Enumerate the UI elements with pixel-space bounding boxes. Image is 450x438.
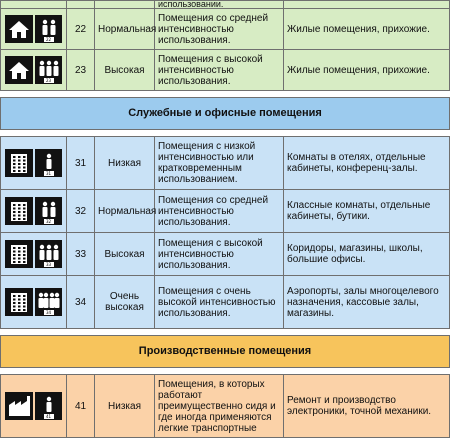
- row-intensity: Высокая: [95, 50, 155, 91]
- building-icon: [5, 240, 33, 268]
- row-intensity: Нормальная: [95, 9, 155, 50]
- four-people-icon: [35, 288, 63, 316]
- three-people-icon: [35, 240, 63, 268]
- person-icon: [35, 149, 63, 177]
- row-number: 23: [67, 50, 95, 91]
- two-people-icon: [35, 197, 63, 225]
- row-number: 34: [67, 276, 95, 329]
- row-number: 31: [67, 137, 95, 190]
- section-title: Производственные помещения: [1, 336, 450, 368]
- three-people-icon: [35, 56, 63, 84]
- building-icon: [5, 149, 33, 177]
- row-examples: Комнаты в отелях, отдельные кабинеты, конференц-залы.: [284, 137, 450, 190]
- class-tag: 34: [44, 310, 54, 315]
- section-header-industrial: [1, 336, 450, 368]
- house-icon: [5, 56, 33, 84]
- class-tag: 32: [44, 219, 54, 224]
- table-row: [1, 276, 450, 329]
- class-tag: 23: [44, 78, 54, 83]
- row-description: Помещения с очень высокой интенсивностью использования.: [155, 276, 284, 329]
- row-intensity: Высокая: [95, 233, 155, 276]
- section-title: Служебные и офисные помещения: [1, 98, 450, 130]
- row-examples: Жилые помещения, прихожие.: [284, 9, 450, 50]
- person-icon: [35, 392, 63, 420]
- building-icon: [5, 197, 33, 225]
- row-examples: Коридоры, магазины, школы, большие офисы.: [284, 233, 450, 276]
- row-intensity: Нормальная: [95, 190, 155, 233]
- table-row: [1, 190, 450, 233]
- row-description: использовании.: [155, 1, 284, 9]
- table-row: [1, 137, 450, 190]
- row-examples: Классные комнаты, отдельные кабинеты, бутики.: [284, 190, 450, 233]
- class-tag: 41: [44, 414, 54, 419]
- section-header-office: [1, 98, 450, 130]
- row-number: 32: [67, 190, 95, 233]
- table-row: [1, 375, 450, 438]
- row-intensity: Низкая: [95, 137, 155, 190]
- row-examples: Аэропорты, залы многоцелевого назначения, кассовые залы, магазины.: [284, 276, 450, 329]
- row-description: Помещения со средней интенсивностью использования.: [155, 9, 284, 50]
- factory-icon: [5, 392, 33, 420]
- class-tag: 22: [44, 37, 54, 42]
- row-examples: Ремонт и производство электроники, точной механики.: [284, 375, 450, 438]
- row-description: Помещения с высокой интенсивностью использования.: [155, 233, 284, 276]
- table-row: [1, 50, 450, 91]
- house-icon: [5, 15, 33, 43]
- building-icon: [5, 288, 33, 316]
- class-tag: 31: [44, 171, 54, 176]
- table-row: [1, 9, 450, 50]
- row-number: 41: [67, 375, 95, 438]
- row-intensity: Очень высокая: [95, 276, 155, 329]
- row-number: 33: [67, 233, 95, 276]
- class-tag: 33: [44, 262, 54, 267]
- table-row: [1, 233, 450, 276]
- row-description: Помещения со средней интенсивностью использования.: [155, 190, 284, 233]
- row-number: 22: [67, 9, 95, 50]
- row-description: Помещения, в которых работают преимущественно сидя и где иногда применяются легкие транспортные: [155, 375, 284, 438]
- row-description: Помещения с низкой интенсивностью или кратковременным использованием.: [155, 137, 284, 190]
- row-intensity: Низкая: [95, 375, 155, 438]
- partial-top-row: [1, 1, 450, 9]
- row-examples: Жилые помещения, прихожие.: [284, 50, 450, 91]
- row-description: Помещения с высокой интенсивностью использования.: [155, 50, 284, 91]
- two-people-icon: [35, 15, 63, 43]
